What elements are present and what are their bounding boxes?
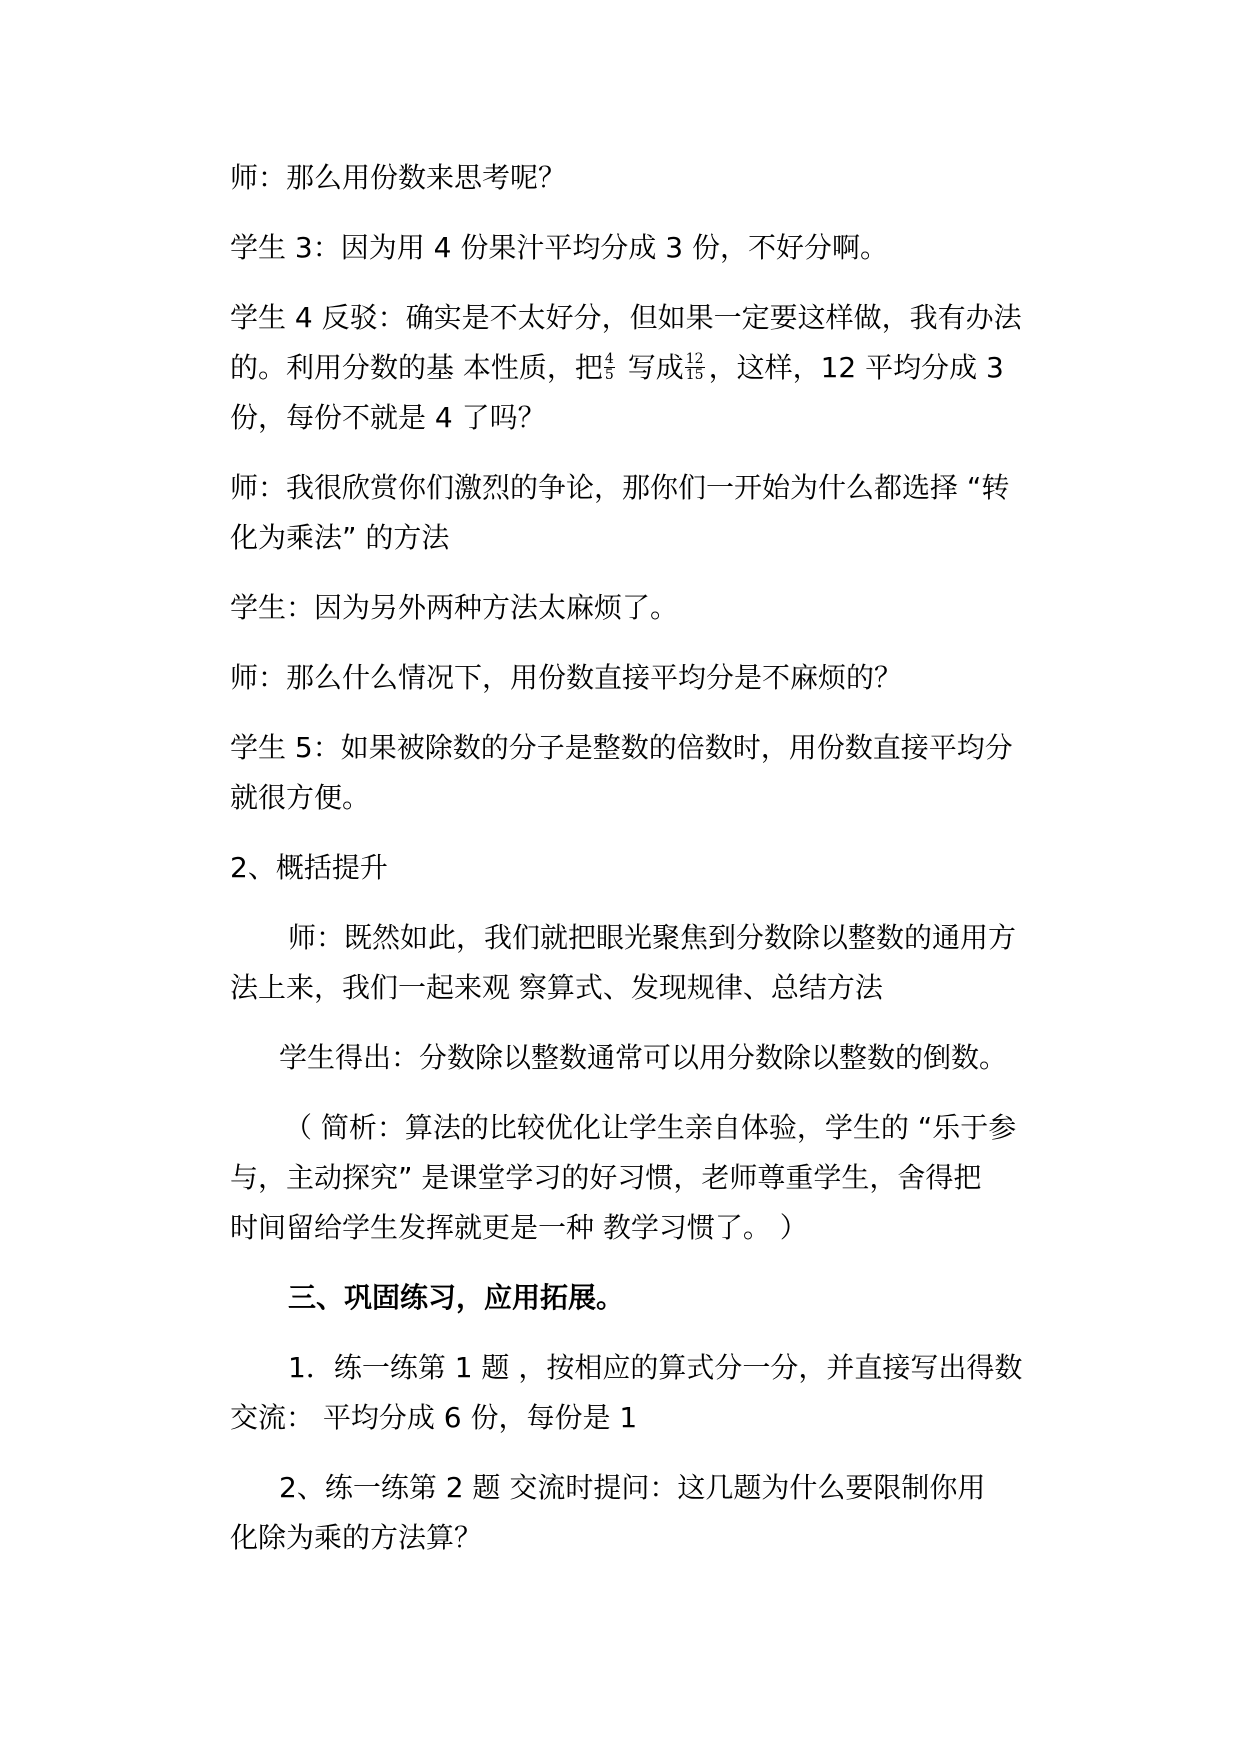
text-line: 师：那么用份数来思考呢？ <box>230 161 567 194</box>
text-line: 学生得出：分数除以整数通常可以用分数除以整数的倒数。 <box>279 1041 1008 1074</box>
text-line: 份，每份不就是 4 了吗？ <box>230 401 546 434</box>
text-line: 学生 5：如果被除数的分子是整数的倍数时，用份数直接平均分 <box>230 731 1013 764</box>
text-line: 1．练一练第 1 题 ，按相应的算式分一分，并直接写出得数 <box>288 1351 1023 1384</box>
text-segment: 写成 <box>618 351 684 384</box>
text-line: 化为乘法” 的方法 <box>230 521 450 554</box>
text-line: 师：那么什么情况下，用份数直接平均分是不麻烦的？ <box>230 661 903 694</box>
text-line: 时间留给学生发挥就更是一种 教学习惯了。 ） <box>230 1211 808 1244</box>
fraction-denominator: 15 <box>685 366 704 383</box>
fraction-numerator: 12 <box>685 350 704 367</box>
text-segment: ，这样，12 平均分成 3 <box>708 351 1004 384</box>
section-subheading: 2、概括提升 <box>230 851 388 884</box>
text-line: 2、练一练第 2 题 交流时提问：这几题为什么要限制你用 <box>279 1471 986 1504</box>
text-line: 学生：因为另外两种方法太麻烦了。 <box>230 591 679 624</box>
text-line: 与，主动探究” 是课堂学习的好习惯，老师尊重学生，舍得把 <box>230 1161 982 1194</box>
text-line: 师：我很欣赏你们激烈的争论，那你们一开始为什么都选择 “转 <box>230 471 1010 504</box>
text-line: 学生 3：因为用 4 份果汁平均分成 3 份，不好分啊。 <box>230 231 888 264</box>
text-line: 化除为乘的方法算？ <box>230 1521 483 1554</box>
fraction-four-fifths <box>604 352 615 383</box>
text-segment: 的。利用分数的基 本性质，把 <box>230 351 603 384</box>
text-line: （ 简析：算法的比较优化让学生亲自体验，学生的 “乐于参 <box>284 1111 1017 1144</box>
text-line: 学生 4 反驳：确实是不太好分，但如果一定要这样做，我有办法 <box>230 301 1022 334</box>
text-line: 交流： 平均分成 6 份，每份是 1 <box>230 1401 638 1434</box>
text-line-with-fractions <box>230 348 1004 388</box>
text-line: 就很方便。 <box>230 781 371 814</box>
text-line: 师：既然如此，我们就把眼光聚焦到分数除以整数的通用方 <box>288 921 1017 954</box>
fraction-denominator: 5 <box>604 366 614 383</box>
fraction-numerator: 4 <box>604 350 614 367</box>
fraction-twelve-fifteenths <box>685 352 705 383</box>
text-line: 法上来，我们一起来观 察算式、发现规律、总结方法 <box>230 971 883 1004</box>
section-heading: 三、巩固练习，应用拓展。 <box>288 1281 625 1314</box>
